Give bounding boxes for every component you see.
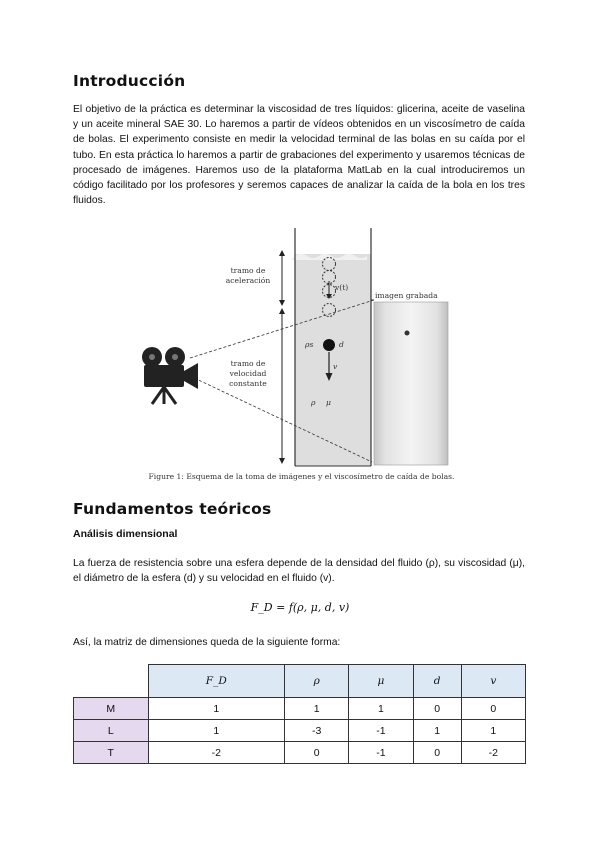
recorded-ball [405, 331, 410, 336]
table-cell: 0 [461, 698, 525, 720]
intro-paragraph: El objetivo de la práctica es determinar la viscosidad de tres líquidos: glicerina, aceite de vaselina y un aceite mineral SAE 30. Lo haremos a partir de vídeos obtenidos en un viscosímetro de caída de bolas. El experimento consiste en medir la velocidad terminal de las bolas en su caída por el tubo. En esta práctica lo haremos a partir de grabaciones del experimento y usaremos técnicas de procesado de imágenes. Haremos uso de la plataforma MatLab en la cual introduciremos un código facilitado por los profesores y seremos capaces de analizar la caída de la bola en los tres fluidos. [73, 104, 525, 207]
row-label: M [74, 698, 149, 720]
mu-label: μ [326, 398, 331, 407]
table-cell: 1 [413, 720, 461, 742]
table-cell: -2 [148, 742, 285, 764]
table-row [74, 742, 526, 764]
table-cell: 1 [461, 720, 525, 742]
table-header: d [413, 665, 461, 698]
const-section-label: tramo de velocidad constante [229, 359, 267, 388]
table-header: ρ [285, 665, 349, 698]
rho-label: ρ [311, 398, 316, 407]
diameter-label: d [339, 340, 344, 349]
velocity-label: v [333, 362, 338, 371]
matrix-intro: Así, la matriz de dimensiones queda de la siguiente forma: [73, 637, 341, 648]
table-cell: 1 [148, 698, 285, 720]
falling-ball [323, 339, 335, 351]
table-header: v [461, 665, 525, 698]
accel-section-label: tramo de aceleración [225, 266, 271, 285]
table-row [74, 698, 526, 720]
table-cell: 1 [349, 698, 413, 720]
viscometer-figure [128, 226, 473, 481]
vt-label: v(t) [335, 283, 349, 292]
recorded-image-label: imagen grabada [375, 291, 438, 300]
table-cell: -1 [349, 742, 413, 764]
row-label: L [74, 720, 149, 742]
figure-caption: Figure 1: Esquema de la toma de imágenes y el viscosímetro de caída de bolas. [148, 472, 455, 481]
tube-fluid [295, 254, 371, 466]
table-cell: 1 [148, 720, 285, 742]
dimension-matrix-table [73, 664, 526, 764]
table-cell: -2 [461, 742, 525, 764]
table-cell: -1 [349, 720, 413, 742]
table-header: μ [349, 665, 413, 698]
intro-heading: Introducción [73, 72, 186, 90]
table-cell: -3 [285, 720, 349, 742]
rho-s-label: ρs [305, 340, 314, 349]
drag-equation: F_D = f(ρ, μ, d, v) [250, 601, 350, 614]
analisis-subheading: Análisis dimensional [73, 528, 178, 540]
fundamentos-paragraph: La fuerza de resistencia sobre una esfera depende de la densidad del fluido (ρ), su viscosidad (μ), el diámetro de la esfera (d) y su velocidad en el fluido (v). [73, 558, 525, 585]
table-header: F_D [148, 665, 285, 698]
table-header-row [74, 665, 526, 698]
table-cell: 0 [285, 742, 349, 764]
row-label: T [74, 742, 149, 764]
recorded-image [374, 302, 448, 465]
table-corner [74, 665, 149, 698]
fundamentos-heading: Fundamentos teóricos [73, 500, 272, 518]
table-cell: 0 [413, 742, 461, 764]
table-cell: 0 [413, 698, 461, 720]
table-cell: 1 [285, 698, 349, 720]
video-camera-icon [142, 347, 198, 404]
table-row [74, 720, 526, 742]
